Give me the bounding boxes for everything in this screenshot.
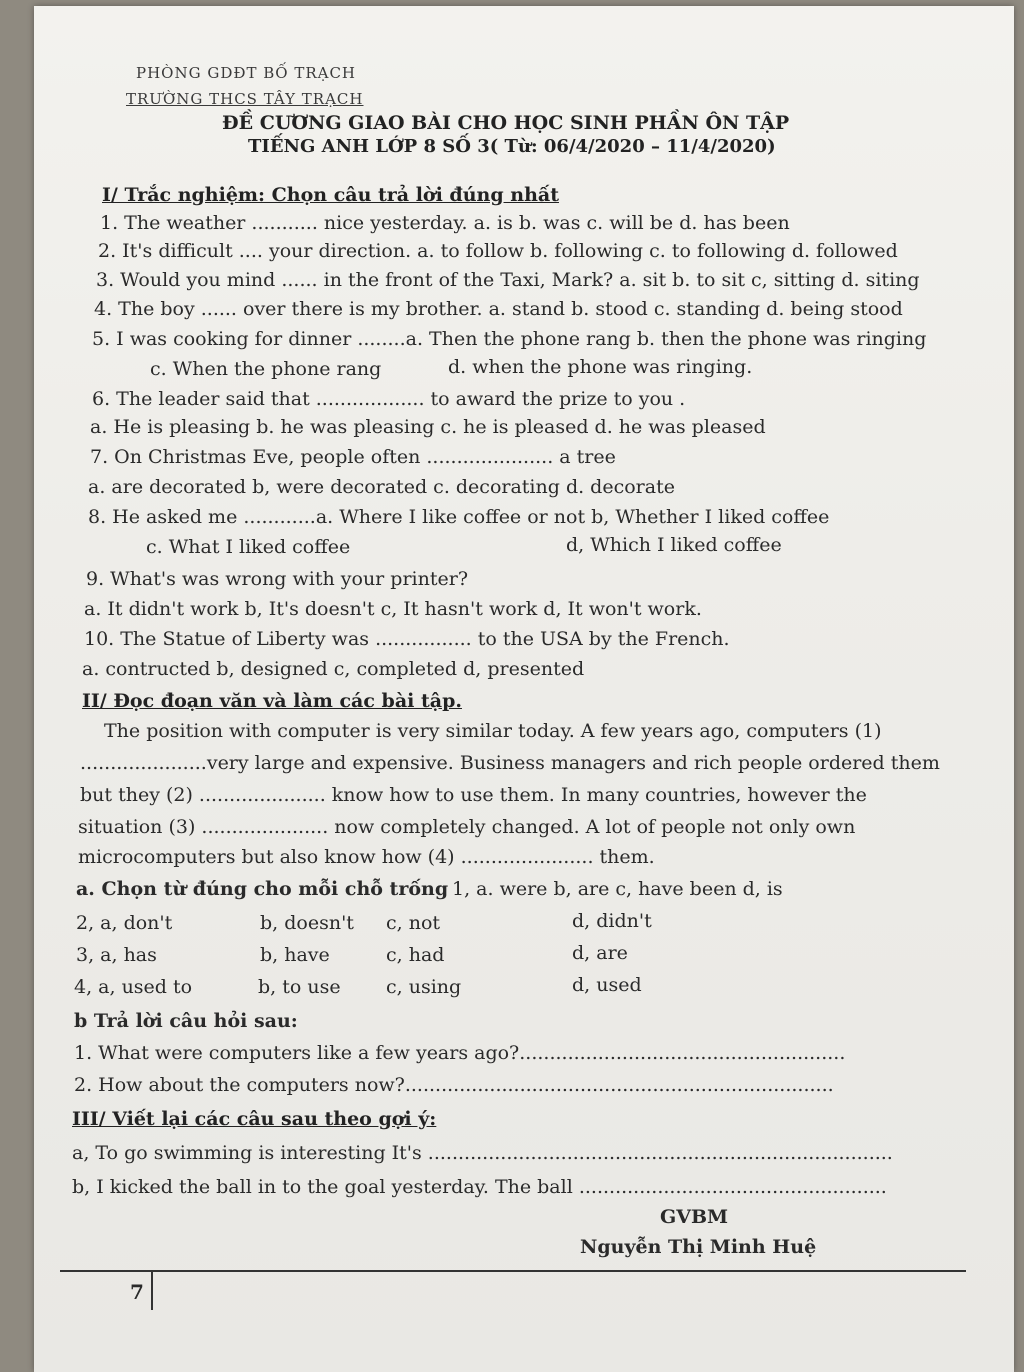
question-line: 3. Would you mind ...... in the front of the Taxi, Mark? a. sit b. to sit c, sitting d. siting [96, 269, 920, 291]
option-cell: 2, a, don't [76, 912, 173, 934]
question-line: 5. I was cooking for dinner ........a. Then the phone rang b. then the phone was ringing [92, 328, 927, 350]
signature-role: GVBM [660, 1206, 729, 1228]
question-line: 6. The leader said that .................. to award the prize to you . [92, 388, 686, 410]
option-cell: c, not [386, 912, 441, 934]
question-line: c. When the phone rang [150, 358, 382, 380]
school-name: TRƯỜNG THCS TÂY TRẠCH [126, 90, 364, 108]
passage-line: microcomputers but also know how (4) ...................... them. [78, 846, 655, 868]
passage-line: The position with computer is very similar today. A few years ago, computers (1) [104, 720, 882, 742]
question-line: 1. The weather ........... nice yesterday. a. is b. was c. will be d. has been [100, 212, 790, 234]
office-name: PHÒNG GDĐT BỐ TRẠCH [136, 64, 357, 82]
passage-line: but they (2) ..................... know how to use them. In many countries, however the [80, 784, 867, 806]
option-cell: c, using [386, 976, 462, 998]
question-line: a. are decorated b, were decorated c. decorating d. decorate [88, 476, 675, 498]
rewrite-line: b, I kicked the ball in to the goal yesterday. The ball ................................................... [72, 1176, 887, 1198]
question-line: 2. It's difficult .... your direction. a. to follow b. following c. to following d. followed [98, 240, 898, 262]
answer-question: 2. How about the computers now?....................................................................... [74, 1074, 834, 1096]
question-line: d. when the phone was ringing. [448, 356, 753, 378]
question-line: c. What I liked coffee [146, 536, 351, 558]
question-line: 9. What's was wrong with your printer? [86, 568, 469, 590]
document-subtitle: TIẾNG ANH LỚP 8 SỐ 3( Từ: 06/4/2020 – 11/4/2020) [248, 136, 776, 157]
answer-question: 1. What were computers like a few years ago?...................................................... [74, 1042, 846, 1064]
option-cell: b, to use [258, 976, 341, 998]
part-a-label: a. Chọn từ đúng cho mỗi chỗ trống [76, 878, 449, 900]
question-line: d, Which I liked coffee [566, 534, 782, 556]
option-cell: d, used [572, 974, 642, 996]
rewrite-line: a, To go swimming is interesting It's ............................................................................. [72, 1142, 893, 1164]
question-line: 8. He asked me ............a. Where I like coffee or not b, Whether I liked coffee [88, 506, 830, 528]
option-cell: 3, a, has [76, 944, 157, 966]
option-cell: d, didn't [572, 910, 652, 932]
part-a-question1: 1, a. were b, are c, have been d, is [452, 878, 783, 900]
question-line: a. He is pleasing b. he was pleasing c. he is pleased d. he was pleased [90, 416, 766, 438]
section1-heading: I/ Trắc nghiệm: Chọn câu trả lời đúng nhất [102, 184, 559, 206]
question-line: a. contructed b, designed c, completed d, presented [82, 658, 585, 680]
page-number: 7 [130, 1280, 144, 1304]
question-line: 7. On Christmas Eve, people often ..................... a tree [90, 446, 616, 468]
question-line: 4. The boy ...... over there is my brother. a. stand b. stood c. standing d. being stood [94, 298, 903, 320]
part-b-label: b Trả lời câu hỏi sau: [74, 1010, 298, 1032]
section3-heading: III/ Viết lại các câu sau theo gợi ý: [72, 1108, 437, 1130]
option-cell: d, are [572, 942, 628, 964]
option-cell: 4, a, used to [74, 976, 193, 998]
page-number-divider [151, 1272, 153, 1310]
exam-sheet [34, 6, 1014, 1372]
footer-rule [60, 1270, 966, 1272]
question-line: 10. The Statue of Liberty was ................ to the USA by the French. [84, 628, 730, 650]
option-cell: b, doesn't [260, 912, 354, 934]
signature-name: Nguyễn Thị Minh Huệ [580, 1236, 817, 1258]
option-cell: c, had [386, 944, 445, 966]
passage-line: situation (3) ..................... now completely changed. A lot of people not only own [78, 816, 856, 838]
section2-heading: II/ Đọc đoạn văn và làm các bài tập. [82, 690, 462, 712]
option-cell: b, have [260, 944, 330, 966]
document-title: ĐỀ CƯƠNG GIAO BÀI CHO HỌC SINH PHẦN ÔN TẬP [222, 112, 790, 134]
passage-line: .....................very large and expensive. Business managers and rich people ordered them [80, 752, 940, 774]
question-line: a. It didn't work b, It's doesn't c, It hasn't work d, It won't work. [84, 598, 702, 620]
